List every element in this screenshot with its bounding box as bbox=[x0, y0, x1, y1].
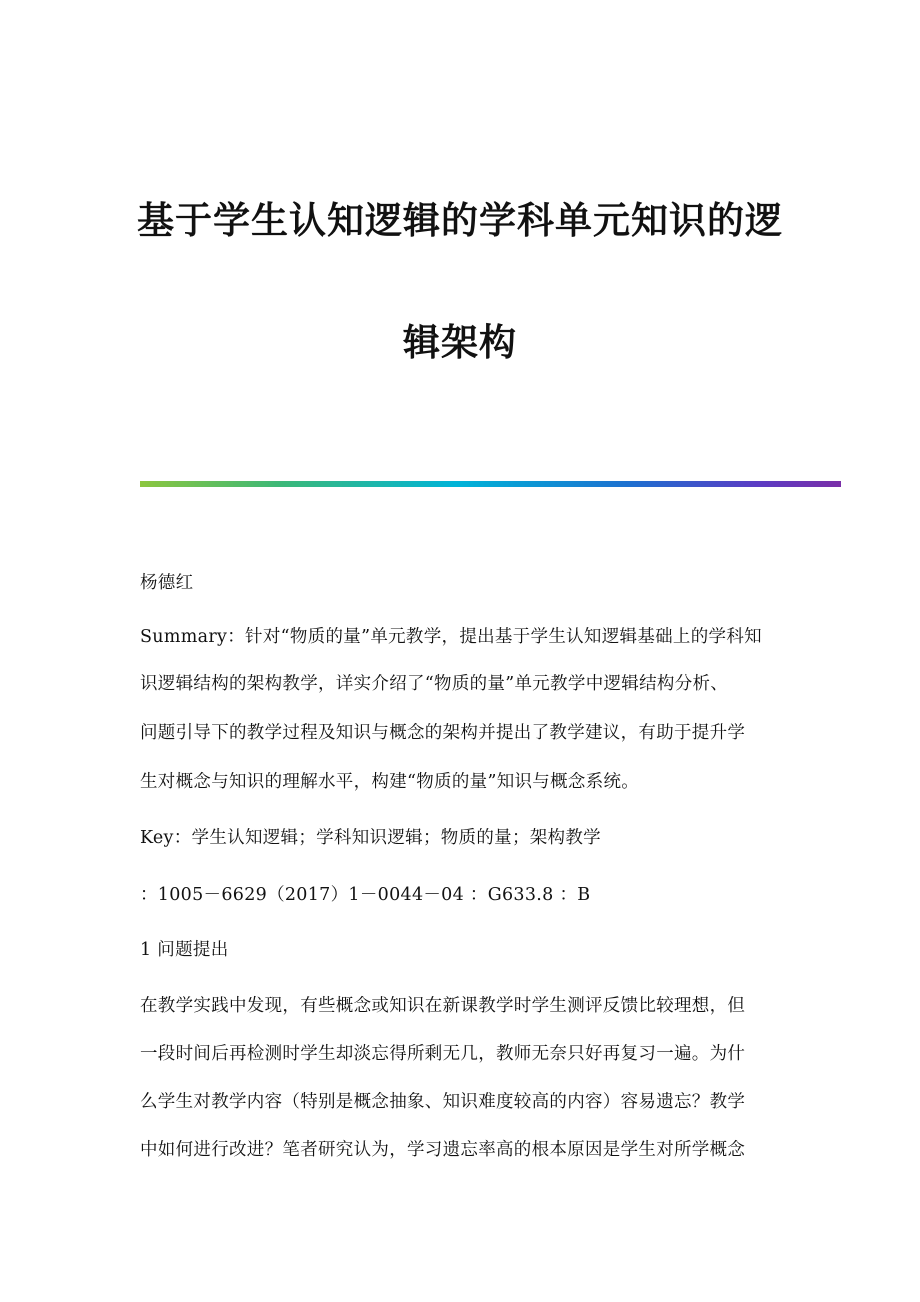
section-heading: 1 问题提出 bbox=[140, 940, 229, 960]
summary-line: 生对概念与知识的理解水平，构建“物质的量”知识与概念系统。 bbox=[140, 772, 640, 792]
document-title-line-2: 辑架构 bbox=[403, 321, 517, 364]
gradient-divider bbox=[140, 481, 841, 487]
author: 杨德红 bbox=[140, 573, 194, 593]
classification: ：1005－6629（2017）1－0044－04 ：G633.8 ：B bbox=[140, 885, 591, 905]
summary-line: 识逻辑结构的架构教学，详实介绍了“物质的量”单元教学中逻辑结构分析、 bbox=[140, 674, 729, 694]
summary-line: 问题引导下的教学过程及知识与概念的架构并提出了教学建议，有助于提升学 bbox=[140, 723, 746, 743]
paragraph-line: 么学生对教学内容（特别是概念抽象、知识难度较高的内容）容易遗忘？教学 bbox=[140, 1092, 746, 1112]
paragraph-line: 中如何进行改进？笔者研究认为，学习遗忘率高的根本原因是学生对所学概念 bbox=[140, 1140, 746, 1160]
paragraph-line: 在教学实践中发现，有些概念或知识在新课教学时学生测评反馈比较理想，但 bbox=[140, 996, 746, 1016]
document-title-line-1: 基于学生认知逻辑的学科单元知识的逻 bbox=[137, 199, 783, 242]
paragraph-line: 一段时间后再检测时学生却淡忘得所剩无几，教师无奈只好再复习一遍。为什 bbox=[140, 1044, 746, 1064]
keywords: Key：学生认知逻辑；学科知识逻辑；物质的量；架构教学 bbox=[140, 828, 601, 848]
summary-line: Summary：针对“物质的量”单元教学，提出基于学生认知逻辑基础上的学科知 bbox=[140, 627, 762, 647]
